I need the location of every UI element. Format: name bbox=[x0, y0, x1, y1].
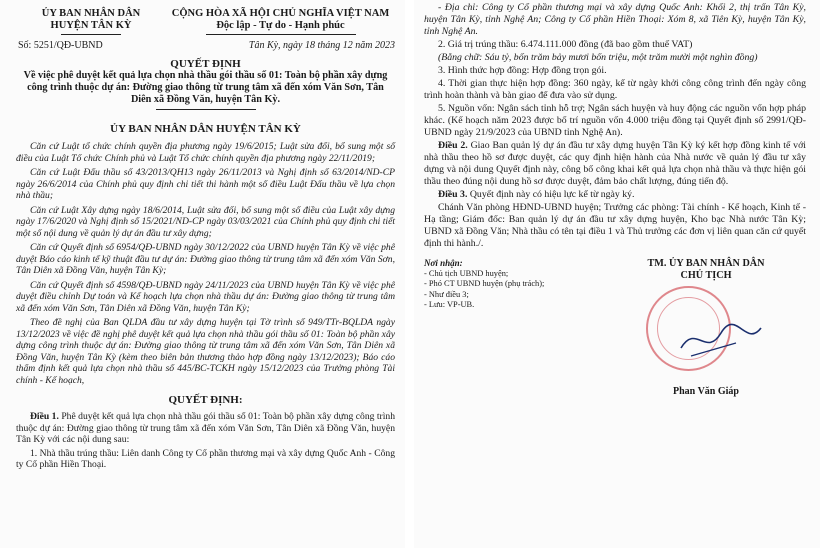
article-3-text: Quyết định này có hiệu lực kể từ ngày ký. bbox=[467, 189, 635, 200]
recipient-item: - Phó CT UBND huyện (phụ trách); bbox=[424, 279, 545, 288]
execution-clause: Chánh Văn phòng HĐND-UBND huyện; Trưởng các phòng: Tài chính - Kế hoạch, Kinh tế - Hạ tầng; Giám đốc: Ban quản lý dự án đầu tư xây dựng huyện, Kho bạc Nhà nước Tân Kỳ; UBND xã Đồng Văn; Nhà thầu có tên tại điều 1 và Thủ trưởng các đơn vị liên quan căn cứ quyết định thi hành./. bbox=[424, 202, 806, 249]
subject-rule bbox=[156, 109, 256, 110]
sign-role-1: TM. ỦY BAN NHÂN DÂN bbox=[647, 258, 765, 269]
issuing-authority bbox=[16, 8, 166, 35]
number-date-row bbox=[16, 40, 395, 51]
recipients-block bbox=[424, 258, 594, 311]
document-page-right bbox=[414, 0, 820, 548]
article-2-text: Giao Ban quản lý dự án đầu tư xây dựng huyện Tân Kỳ ký kết hợp đồng kinh tế với nhà thầu theo hồ sơ được duyệt, các quy định hiện hành của Nhà nước về quản lý đầu tư xây dựng và nội dung Quyết định này, công bố công khai kết quả lựa chọn nhà thầu và thực hiện gói thầu theo đúng nội dung hồ sơ được duyệt, đảm bảo chất lượng, đúng tiến độ. bbox=[424, 140, 806, 187]
recipient-item: - Lưu: VP-UB. bbox=[424, 300, 475, 309]
legal-basis-2: Căn cứ Luật Đấu thầu số 43/2013/QH13 ngày 26/11/2013 và Nghị định số 63/2014/ND-CP ngày 26/6/2014 của Chính phủ quy định chi tiết thi hành một số điều Luật Đấu thầu về lựa chọn nhà thầu; bbox=[16, 167, 395, 201]
place-date: Tân Kỳ, ngày 18 tháng 12 năm 2023 bbox=[248, 40, 395, 51]
recipients-title: Nơi nhận: bbox=[424, 258, 463, 268]
document-subject: Về việc phê duyệt kết quả lựa chọn nhà thầu gói thầu số 01: Toàn bộ phần xây dựng công trình thuộc dự án: Đường giao thông từ trung tâm xã đến xóm Văn Sơn, Tân Diên xã Đồng Văn, huyện Tân Kỳ. bbox=[23, 70, 388, 105]
signature-block bbox=[424, 258, 806, 397]
article-2 bbox=[424, 140, 806, 188]
article-3 bbox=[424, 189, 806, 201]
article-1-item-1: 1. Nhà thầu trúng thầu: Liên danh Công ty Cổ phần thương mại và xây dựng Quốc Anh - Công ty Cổ phần Hiền Thoại. bbox=[16, 447, 395, 470]
legal-basis-1: Căn cứ Luật tổ chức chính quyền địa phương ngày 19/6/2015; Luật sửa đổi, bổ sung một số điều của Luật Tổ chức Chính phủ và Luật Tổ chức chính quyền địa phương ngày 22/11/2019; bbox=[16, 141, 395, 164]
article-1-text: Phê duyệt kết quả lựa chọn nhà thầu gói thầu số 01: Toàn bộ phần xây dựng công trình thuộc dự án: Đường giao thông từ trung tâm xã đến xóm Văn Sơn, Tân Diên xã Đồng Văn, huyện Tân Kỳ với các nội dung sau: bbox=[16, 411, 395, 445]
document-page-left bbox=[0, 0, 405, 548]
decision-heading: QUYẾT ĐỊNH: bbox=[168, 394, 243, 406]
contract-price: 2. Giá trị trúng thầu: 6.474.111.000 đồng (đã bao gồm thuế VAT) bbox=[438, 39, 693, 50]
contract-form: 3. Hình thức hợp đồng: Hợp đồng trọn gói. bbox=[438, 65, 607, 76]
org-line2: HUYỆN TÂN KỲ bbox=[50, 20, 132, 31]
article-2-label: Điều 2. bbox=[438, 140, 468, 151]
recipient-item: - Như điều 3; bbox=[424, 289, 469, 299]
legal-basis-4: Căn cứ Quyết định số 6954/QĐ-UBND ngày 30/12/2022 của UBND huyện Tân Kỳ về việc phê duyệt Báo cáo kinh tế kỹ thuật đầu tư dự án: Đường giao thông từ trung tâm xã đến xóm Văn Sơn, Tân Diên xã Đồng Văn, huyện Tân Kỳ; bbox=[16, 242, 395, 276]
article-1-label: Điều 1. bbox=[30, 411, 59, 422]
legal-basis-3: Căn cứ Luật Xây dựng ngày 18/6/2014, Luật sửa đổi, bổ sung một số điều của Luật xây dựng ngày 17/6/2020 và Nghị định số 15/2021/ND-CP ngày 03/03/2021 của Chính phủ quy định chi tiết một số nội dung về quản lý dự án đầu tư xây dựng; bbox=[16, 204, 395, 239]
header-rule-right bbox=[206, 34, 356, 35]
sign-role-2: CHỦ TỊCH bbox=[680, 270, 732, 281]
org-line1: ỦY BAN NHÂN DÂN bbox=[41, 8, 141, 19]
handwritten-signature-icon bbox=[676, 318, 766, 363]
contract-duration: 4. Thời gian thực hiện hợp đồng: 360 ngày, kể từ ngày khởi công công trình đến ngày công trình hoàn thành và bàn giao để đưa vào sử dụng. bbox=[424, 78, 806, 101]
header-rule-left bbox=[61, 34, 121, 35]
nation-line2: Độc lập - Tự do - Hạnh phúc bbox=[216, 20, 345, 31]
document-header bbox=[16, 8, 395, 35]
document-title: QUYẾT ĐỊNH bbox=[170, 58, 241, 70]
national-motto bbox=[166, 8, 395, 35]
contractor-address: - Địa chỉ: Công ty Cổ phần thương mại và xây dựng Quốc Anh: Khối 2, thị trấn Tân Kỳ, huyện Tân Kỳ, tỉnh Nghệ An; Công ty Cổ phần Hiền Thoại: Xóm 8, xã Tiên Kỳ, huyện Tân Kỳ, tỉnh Nghệ An. bbox=[424, 2, 806, 37]
nation-line1: CỘNG HÒA XÃ HỘI CHỦ NGHĨA VIỆT NAM bbox=[171, 8, 390, 19]
funding-source: 5. Nguồn vốn: Ngân sách tỉnh hỗ trợ; Ngân sách huyện và huy động các nguồn vốn hợp pháp khác. (Kế hoạch năm 2023 được bố trí nguồn vốn 4.000 triệu đồng tại Quyết định số 2991/QĐ-UBND ngày 21/9/2023 của UBND tỉnh Nghệ An). bbox=[424, 103, 806, 138]
legal-basis-5: Căn cứ Quyết định số 4598/QĐ-UBND ngày 24/11/2023 của UBND huyện Tân Kỳ về việc phê duyệt điều chỉnh Dự toán và Kế hoạch lựa chọn nhà thầu dự án: Đường giao thông từ trung tâm xã đến xóm Văn Sơn, Tân Diên xã Đồng Văn, huyện Tân Kỳ; bbox=[16, 279, 395, 314]
contract-price-words: (Bằng chữ: Sáu tỷ, bốn trăm bảy mươi bốn triệu, một trăm mười một nghìn đồng) bbox=[438, 52, 758, 63]
authority-heading: ỦY BAN NHÂN DÂN HUYỆN TÂN KỲ bbox=[110, 123, 301, 135]
article-1 bbox=[16, 411, 395, 446]
legal-basis-6: Theo đề nghị của Ban QLDA đầu tư xây dựng huyện tại Tờ trình số 949/TTr-BQLDA ngày 13/12/2023 về việc đề nghị phê duyệt kết quả lựa chọn nhà thầu gói thầu số 01: Toàn bộ phần xây dựng công trình thuộc dự án: Đường giao thông từ trung tâm xã đến xóm Văn Sơn, Tân Diên xã Đồng Văn, huyện Tân Kỳ (kèm theo biên bản thương thảo hợp đồng ngày 13/12/2023); Báo cáo thẩm định kết quả lựa chọn nhà thầu số 445/BC-TCKH ngày 15/12/2023 của Trưởng phòng Tài chính - Kế hoạch, bbox=[16, 317, 395, 386]
article-3-label: Điều 3. bbox=[438, 189, 468, 200]
signer-block bbox=[606, 258, 806, 397]
page-gap bbox=[405, 0, 414, 548]
recipient-item: - Chủ tịch UBND huyện; bbox=[424, 268, 509, 278]
document-number: Số: 5251/QĐ-UBND bbox=[18, 40, 103, 51]
signer-name: Phan Văn Giáp bbox=[673, 386, 739, 397]
